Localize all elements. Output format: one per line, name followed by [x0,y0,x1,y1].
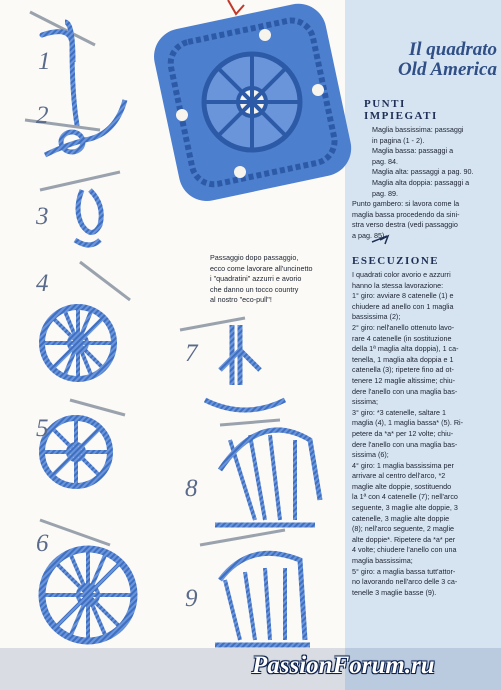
punti-heading: PUNTI IMPIEGATI [364,98,438,122]
esecuzione-line: petere da *a* per 12 volte; chiu- [352,428,454,438]
esecuzione-text [352,270,498,598]
esecuzione-line: 2° giro: nell'anello ottenuto lavo- [352,322,455,332]
esecuzione-line: rare 4 catenelle (in sostituzione [352,333,452,343]
esecuzione-line: 3° giro: *3 catenelle, saltare 1 [352,407,446,417]
esecuzione-line: tenella, 1 maglia alta doppia e 1 [352,354,454,364]
esecuzione-line: dere l'anello con una maglia bas- [352,386,458,396]
step-9-illustration [200,530,310,645]
step-number-8: 8 [185,475,198,502]
crochet-hook-icon [80,262,130,300]
esecuzione-line: bassissima (2); [352,312,401,322]
step-number-6: 6 [36,530,49,557]
crochet-hook-icon [180,318,245,330]
esecuzione-line: I quadrati color avorio e azzurri [352,270,451,279]
crochet-hook-icon [220,420,280,425]
esecuzione-line: tenere 12 maglie altissime; chiu- [352,375,456,385]
punto-gambero-text: Punto gambero: si lavora come la maglia bassa procedendo da sini- stra verso destra (vedi passaggio a pag. 85). [352,199,460,240]
granny-square-photo [149,0,357,206]
crochet-hook-icon [40,172,120,190]
esecuzione-line: 1° giro: avviare 8 catenelle (1) e [352,291,454,301]
esecuzione-line: arrivare al centro dell'arco, *2 [352,471,446,481]
esecuzione-line: chiudere ad anello con 1 maglia [352,301,454,311]
step-8-illustration [215,420,320,525]
step-6-illustration [40,520,134,641]
step-number-2: 2 [36,102,49,129]
esecuzione-line: catenella (3); ripetere fino ad ot- [352,365,454,375]
caption-text: Passaggio dopo passaggio, ecco come lavorare all'uncinetto i "quadratini" azzurri e avorio che danno un tocco country al nostro "eco-pull"! [210,253,313,304]
step-number-9: 9 [185,585,198,612]
esecuzione-line: catenelle, 3 maglie alte doppie [352,513,450,523]
esecuzione-line: 5° giro: a maglia bassa tutt'attor- [352,566,456,576]
esecuzione-line: 4 volte; chiudere l'anello con una [352,545,457,555]
crochet-hook-icon [70,400,125,415]
punti-list: Maglia bassissima: passaggi in pagina (1 - 2). Maglia bassa: passaggi a pag. 84. Maglia alta: passaggi a pag. 90. Maglia alta doppia: passaggi a pag. 89. [372,125,474,198]
esecuzione-line: tenelle 3 maglie basse (9). [352,587,437,597]
page-title: Il quadrato Old America [397,39,497,80]
step-4-illustration [42,262,130,379]
crochet-hook-icon [200,530,285,545]
esecuzione-line: 4° giro: 1 maglia bassissima per [352,460,454,470]
esecuzione-line: no lavorando nell'arco delle 3 ca- [352,577,458,587]
crochet-hook-icon [40,520,110,545]
esecuzione-line: seguente, 3 maglie alte doppie, 3 [352,503,458,513]
esecuzione-line: (8); nell'arco seguente, 2 maglie [352,524,455,534]
esecuzione-line: sissima; [352,397,378,407]
esecuzione-line: alte doppie*. Ripetere da *a* per [352,534,456,544]
crochet-hook-icon [30,12,95,45]
step-number-7: 7 [185,340,198,367]
hook-tip-icon [228,0,244,14]
step-5-illustration [42,400,125,486]
step-number-5: 5 [36,415,49,442]
esecuzione-line: della 1ª maglia alta doppia), 1 ca- [352,344,459,354]
step-3-illustration [40,172,120,245]
step-number-4: 4 [36,270,49,297]
step-number-1: 1 [38,48,51,75]
esecuzione-line: maglia bassissima; [352,556,413,566]
esecuzione-line: la 1ª con 4 catenelle (7); nell'arco [352,492,458,502]
esecuzione-line: hanno la stessa lavorazione: [352,280,444,290]
esecuzione-line: sissima (6); [352,450,389,460]
step-number-3: 3 [36,203,49,230]
esecuzione-line: dere l'anello con una maglia bas- [352,439,458,449]
watermark-logo: PassionForum.ru [252,652,435,679]
esecuzione-line: maglie alte doppie, sostituendo [352,481,452,491]
esecuzione-heading: ESECUZIONE [352,255,440,267]
esecuzione-line: maglia (4), 1 maglia bassa* (5). Ri- [352,418,464,428]
